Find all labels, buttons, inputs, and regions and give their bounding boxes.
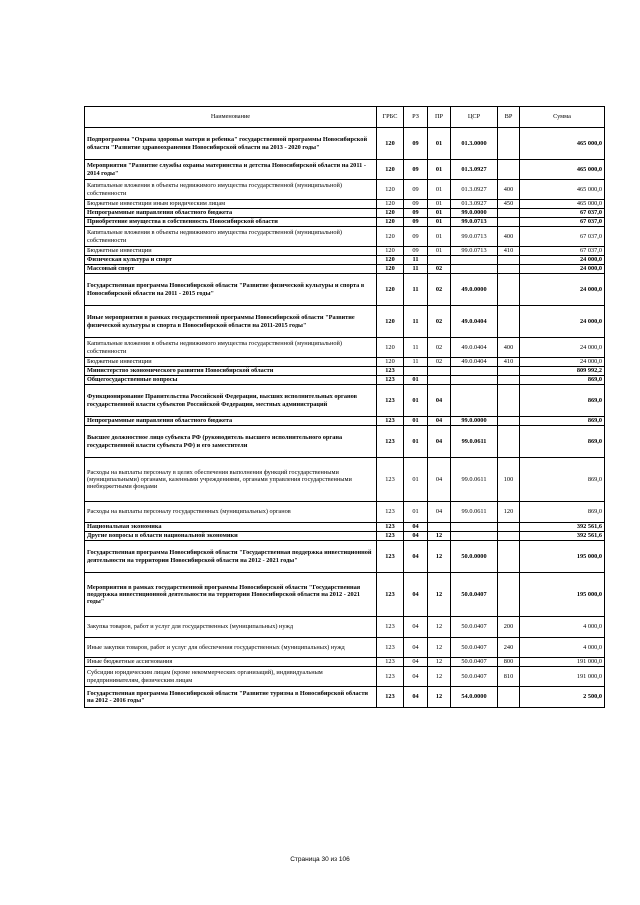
row-name-cell: Другие вопросы в области национальной экономики [85, 532, 377, 541]
row-pr-cell: 02 [428, 338, 451, 358]
row-grbs-cell: 120 [377, 247, 404, 256]
row-pr-cell: 02 [428, 306, 451, 338]
row-name-cell: Государственная программа Новосибирской области "Развитие туризма в Новосибирской области на 2012 - 2016 годы" [85, 687, 377, 708]
table-row [85, 458, 605, 502]
row-csr-cell: 49.0.0404 [451, 358, 498, 367]
table-row [85, 128, 605, 160]
row-grbs-cell: 120 [377, 160, 404, 180]
table-row [85, 180, 605, 200]
row-grbs-cell: 120 [377, 218, 404, 227]
row-csr-cell: 99.0.0000 [451, 417, 498, 426]
row-pr-cell: 01 [428, 128, 451, 160]
row-pr-cell: 02 [428, 265, 451, 274]
row-pr-cell: 01 [428, 218, 451, 227]
row-sum-cell: 24 000,0 [520, 306, 605, 338]
row-sum-cell: 4 000,0 [520, 617, 605, 638]
table-row [85, 209, 605, 218]
row-sum-cell: 869,0 [520, 417, 605, 426]
row-sum-cell: 24 000,0 [520, 256, 605, 265]
row-rz-cell: 09 [404, 160, 428, 180]
row-rz-cell: 09 [404, 180, 428, 200]
row-sum-cell: 465 000,0 [520, 160, 605, 180]
row-grbs-cell: 123 [377, 617, 404, 638]
row-pr-cell: 12 [428, 617, 451, 638]
row-csr-cell: 50.0.0407 [451, 638, 498, 658]
row-name-cell: Национальная экономика [85, 523, 377, 532]
table-row [85, 160, 605, 180]
row-rz-cell: 11 [404, 358, 428, 367]
row-vr-cell [498, 218, 520, 227]
row-vr-cell [498, 541, 520, 573]
row-rz-cell [404, 367, 428, 376]
row-sum-cell: 191 000,0 [520, 658, 605, 667]
row-name-cell: Мероприятия в рамках государственной программы Новосибирской области "Государственная поддержка инвестиционной деятельности на территории Новосибирской области на 2012 - 2021 годы" [85, 573, 377, 617]
row-pr-cell [428, 367, 451, 376]
row-rz-cell: 09 [404, 227, 428, 247]
table-row [85, 247, 605, 256]
table-row [85, 667, 605, 687]
row-vr-cell [498, 687, 520, 708]
row-name-cell: Расходы на выплаты персоналу государственных (муниципальных) органов [85, 502, 377, 523]
row-vr-cell [498, 367, 520, 376]
row-sum-cell: 465 000,0 [520, 200, 605, 209]
row-pr-cell: 12 [428, 658, 451, 667]
row-name-cell: Государственная программа Новосибирской области "Развитие физической культуры и спорта в Новосибирской области на 2011 - 2015 годы" [85, 274, 377, 306]
row-csr-cell: 49.0.0404 [451, 306, 498, 338]
row-rz-cell: 09 [404, 209, 428, 218]
row-name-cell: Закупка товаров, работ и услуг для государственных (муниципальных) нужд [85, 617, 377, 638]
row-csr-cell: 54.0.0000 [451, 687, 498, 708]
row-vr-cell: 810 [498, 667, 520, 687]
row-vr-cell [498, 265, 520, 274]
row-sum-cell: 869,0 [520, 376, 605, 385]
row-sum-cell: 2 500,0 [520, 687, 605, 708]
row-vr-cell: 200 [498, 617, 520, 638]
row-pr-cell: 01 [428, 227, 451, 247]
row-csr-cell: 49.0.0000 [451, 274, 498, 306]
row-csr-cell: 99.0.0713 [451, 247, 498, 256]
row-csr-cell: 01.3.0927 [451, 200, 498, 209]
row-grbs-cell: 120 [377, 227, 404, 247]
header-grbs: ГРБС [377, 107, 404, 128]
table-row [85, 367, 605, 376]
row-grbs-cell: 123 [377, 385, 404, 417]
row-sum-cell: 392 561,6 [520, 532, 605, 541]
row-pr-cell [428, 256, 451, 265]
row-rz-cell: 11 [404, 256, 428, 265]
table-row [85, 617, 605, 638]
row-name-cell: Массовый спорт [85, 265, 377, 274]
row-csr-cell: 50.0.0407 [451, 658, 498, 667]
row-rz-cell: 01 [404, 458, 428, 502]
row-grbs-cell: 123 [377, 638, 404, 658]
row-csr-cell: 50.0.0407 [451, 667, 498, 687]
row-rz-cell: 09 [404, 128, 428, 160]
row-name-cell: Иные бюджетные ассигнования [85, 658, 377, 667]
row-vr-cell [498, 385, 520, 417]
row-name-cell: Непрограммные направления областного бюджета [85, 417, 377, 426]
row-grbs-cell: 123 [377, 458, 404, 502]
row-name-cell: Иные закупки товаров, работ и услуг для обеспечения государственных (муниципальных) нужд [85, 638, 377, 658]
row-pr-cell: 12 [428, 532, 451, 541]
budget-table [84, 106, 605, 708]
row-name-cell: Расходы на выплаты персоналу в целях обеспечения выполнения функций государственными (муниципальными) органами, казенными учреждениями, органами управления государственными внебюджетными фондами [85, 458, 377, 502]
table-row [85, 541, 605, 573]
row-pr-cell: 04 [428, 458, 451, 502]
row-csr-cell: 99.0.0000 [451, 209, 498, 218]
row-pr-cell: 04 [428, 385, 451, 417]
row-grbs-cell: 120 [377, 358, 404, 367]
row-grbs-cell: 123 [377, 523, 404, 532]
row-rz-cell: 11 [404, 338, 428, 358]
table-row [85, 376, 605, 385]
row-csr-cell: 50.0.0407 [451, 573, 498, 617]
table-row [85, 573, 605, 617]
row-rz-cell: 04 [404, 532, 428, 541]
row-sum-cell: 24 000,0 [520, 265, 605, 274]
row-rz-cell: 09 [404, 200, 428, 209]
header-sum: Сумма [520, 107, 605, 128]
row-sum-cell: 869,0 [520, 385, 605, 417]
row-rz-cell: 04 [404, 638, 428, 658]
row-grbs-cell: 123 [377, 687, 404, 708]
row-pr-cell: 04 [428, 417, 451, 426]
row-grbs-cell: 120 [377, 180, 404, 200]
row-vr-cell [498, 209, 520, 218]
header-rz: РЗ [404, 107, 428, 128]
row-sum-cell: 24 000,0 [520, 274, 605, 306]
row-sum-cell: 869,0 [520, 502, 605, 523]
row-name-cell: Бюджетные инвестиции [85, 247, 377, 256]
row-vr-cell: 120 [498, 502, 520, 523]
row-vr-cell [498, 417, 520, 426]
row-name-cell: Физическая культура и спорт [85, 256, 377, 265]
row-name-cell: Непрограммные направления областного бюджета [85, 209, 377, 218]
row-pr-cell: 12 [428, 541, 451, 573]
table-row [85, 687, 605, 708]
row-name-cell: Капитальные вложения в объекты недвижимого имущества государственной (муниципальной) собственности [85, 180, 377, 200]
row-grbs-cell: 120 [377, 274, 404, 306]
table-body [85, 128, 605, 708]
row-rz-cell: 04 [404, 658, 428, 667]
row-csr-cell: 99.0.0611 [451, 502, 498, 523]
row-csr-cell: 50.0.0407 [451, 617, 498, 638]
row-vr-cell: 400 [498, 227, 520, 247]
row-vr-cell [498, 376, 520, 385]
row-rz-cell: 04 [404, 617, 428, 638]
row-grbs-cell: 123 [377, 367, 404, 376]
row-rz-cell: 04 [404, 573, 428, 617]
row-rz-cell: 04 [404, 523, 428, 532]
row-rz-cell: 04 [404, 667, 428, 687]
row-csr-cell [451, 532, 498, 541]
row-sum-cell: 67 037,0 [520, 247, 605, 256]
row-csr-cell [451, 256, 498, 265]
table-row [85, 523, 605, 532]
table-row [85, 200, 605, 209]
row-sum-cell: 195 000,0 [520, 573, 605, 617]
row-name-cell: Функционирование Правительства Российской Федерации, высших исполнительных органов государственной власти субъектов Российской Федерации, местных администраций [85, 385, 377, 417]
row-vr-cell: 410 [498, 247, 520, 256]
row-vr-cell [498, 256, 520, 265]
row-csr-cell [451, 367, 498, 376]
row-sum-cell: 191 000,0 [520, 667, 605, 687]
row-grbs-cell: 120 [377, 209, 404, 218]
row-rz-cell: 09 [404, 247, 428, 256]
row-name-cell: Государственная программа Новосибирской области "Государственная поддержка инвестиционной деятельности на территории Новосибирской области на 2012 - 2021 годы" [85, 541, 377, 573]
row-csr-cell: 01.3.0927 [451, 180, 498, 200]
row-rz-cell: 01 [404, 426, 428, 458]
row-sum-cell: 24 000,0 [520, 358, 605, 367]
row-sum-cell: 465 000,0 [520, 128, 605, 160]
row-vr-cell [498, 523, 520, 532]
table-row [85, 227, 605, 247]
row-pr-cell: 04 [428, 426, 451, 458]
row-csr-cell: 50.0.0000 [451, 541, 498, 573]
row-grbs-cell: 120 [377, 338, 404, 358]
table-row [85, 532, 605, 541]
row-grbs-cell: 123 [377, 573, 404, 617]
row-pr-cell [428, 523, 451, 532]
header-csr: ЦСР [451, 107, 498, 128]
table-row [85, 385, 605, 417]
row-pr-cell: 01 [428, 209, 451, 218]
row-sum-cell: 869,0 [520, 458, 605, 502]
header-name: Наименование [85, 107, 377, 128]
row-sum-cell: 67 037,0 [520, 209, 605, 218]
row-vr-cell: 800 [498, 658, 520, 667]
row-pr-cell: 12 [428, 573, 451, 617]
row-rz-cell: 09 [404, 218, 428, 227]
row-sum-cell: 67 037,0 [520, 218, 605, 227]
row-grbs-cell: 120 [377, 256, 404, 265]
row-pr-cell: 04 [428, 502, 451, 523]
row-vr-cell: 450 [498, 200, 520, 209]
row-rz-cell: 01 [404, 385, 428, 417]
row-sum-cell: 809 992,2 [520, 367, 605, 376]
row-vr-cell [498, 128, 520, 160]
row-csr-cell: 99.0.0611 [451, 426, 498, 458]
row-vr-cell [498, 426, 520, 458]
row-sum-cell: 869,0 [520, 426, 605, 458]
row-pr-cell: 12 [428, 687, 451, 708]
row-grbs-cell: 123 [377, 502, 404, 523]
row-sum-cell: 24 000,0 [520, 338, 605, 358]
row-grbs-cell: 123 [377, 658, 404, 667]
row-name-cell: Бюджетные инвестиции иным юридическим лицам [85, 200, 377, 209]
row-name-cell: Субсидии юридическим лицам (кроме некоммерческих организаций), индивидуальным предпринимателям, физическим лицам [85, 667, 377, 687]
table-row [85, 417, 605, 426]
row-csr-cell [451, 523, 498, 532]
row-csr-cell: 99.0.0611 [451, 458, 498, 502]
row-grbs-cell: 123 [377, 667, 404, 687]
row-name-cell: Мероприятия "Развитие службы охраны материнства и детства Новосибирской области на 2011 - 2014 годы" [85, 160, 377, 180]
row-name-cell: Иные мероприятия в рамках государственной программы Новосибирской области "Развитие физической культуры и спорта в Новосибирской области на 2011-2015 годы" [85, 306, 377, 338]
row-csr-cell: 99.0.0713 [451, 218, 498, 227]
row-name-cell: Высшее должностное лицо субъекта РФ (руководитель высшего исполнительного органа государственной власти субъекта РФ) и его заместители [85, 426, 377, 458]
row-vr-cell [498, 573, 520, 617]
row-pr-cell: 02 [428, 274, 451, 306]
row-rz-cell: 04 [404, 541, 428, 573]
row-csr-cell: 99.0.0713 [451, 227, 498, 247]
row-vr-cell [498, 274, 520, 306]
row-pr-cell [428, 376, 451, 385]
table-row [85, 358, 605, 367]
row-pr-cell: 01 [428, 180, 451, 200]
row-grbs-cell: 123 [377, 417, 404, 426]
table-row [85, 658, 605, 667]
row-name-cell: Общегосударственные вопросы [85, 376, 377, 385]
table-row [85, 338, 605, 358]
row-rz-cell: 01 [404, 417, 428, 426]
table-row [85, 265, 605, 274]
row-grbs-cell: 120 [377, 306, 404, 338]
row-grbs-cell: 120 [377, 128, 404, 160]
row-pr-cell: 12 [428, 667, 451, 687]
row-name-cell: Министерство экономического развития Новосибирской области [85, 367, 377, 376]
page-number: Страница 30 из 106 [290, 856, 350, 863]
row-rz-cell: 11 [404, 265, 428, 274]
row-name-cell: Капитальные вложения в объекты недвижимого имущества государственной (муниципальной) собственности [85, 338, 377, 358]
row-sum-cell: 392 561,6 [520, 523, 605, 532]
row-pr-cell: 12 [428, 638, 451, 658]
row-grbs-cell: 123 [377, 426, 404, 458]
row-sum-cell: 195 000,0 [520, 541, 605, 573]
row-vr-cell [498, 532, 520, 541]
row-grbs-cell: 123 [377, 376, 404, 385]
row-csr-cell: 49.0.0404 [451, 338, 498, 358]
table-row [85, 502, 605, 523]
row-grbs-cell: 120 [377, 265, 404, 274]
row-pr-cell: 01 [428, 247, 451, 256]
table-row [85, 426, 605, 458]
row-sum-cell: 4 000,0 [520, 638, 605, 658]
row-name-cell: Капитальные вложения в объекты недвижимого имущества государственной (муниципальной) собственности [85, 227, 377, 247]
row-name-cell: Подпрограмма "Охрана здоровья матери и ребенка" государственной программы Новосибирской области "Развитие здравоохранения Новосибирской области на 2013 - 2020 годы" [85, 128, 377, 160]
row-rz-cell: 01 [404, 502, 428, 523]
row-rz-cell: 01 [404, 376, 428, 385]
table-row [85, 256, 605, 265]
row-pr-cell: 02 [428, 358, 451, 367]
header-vr: ВР [498, 107, 520, 128]
row-pr-cell: 01 [428, 160, 451, 180]
row-rz-cell: 04 [404, 687, 428, 708]
row-csr-cell [451, 265, 498, 274]
row-name-cell: Приобретение имущества в собственность Новосибирской области [85, 218, 377, 227]
row-vr-cell: 240 [498, 638, 520, 658]
row-vr-cell: 100 [498, 458, 520, 502]
table-header-row [85, 107, 605, 128]
row-vr-cell [498, 306, 520, 338]
table-row [85, 218, 605, 227]
row-vr-cell [498, 160, 520, 180]
table-row [85, 638, 605, 658]
row-sum-cell: 67 037,0 [520, 227, 605, 247]
header-pr: ПР [428, 107, 451, 128]
row-csr-cell [451, 376, 498, 385]
row-csr-cell [451, 385, 498, 417]
row-rz-cell: 11 [404, 274, 428, 306]
row-vr-cell: 400 [498, 180, 520, 200]
row-csr-cell: 01.3.0927 [451, 160, 498, 180]
row-grbs-cell: 123 [377, 532, 404, 541]
row-sum-cell: 465 000,0 [520, 180, 605, 200]
row-rz-cell: 11 [404, 306, 428, 338]
table-row [85, 274, 605, 306]
row-grbs-cell: 120 [377, 200, 404, 209]
row-name-cell: Бюджетные инвестиции [85, 358, 377, 367]
row-vr-cell: 400 [498, 338, 520, 358]
row-csr-cell: 01.3.0000 [451, 128, 498, 160]
row-grbs-cell: 123 [377, 541, 404, 573]
table-row [85, 306, 605, 338]
row-vr-cell: 410 [498, 358, 520, 367]
row-pr-cell: 01 [428, 200, 451, 209]
